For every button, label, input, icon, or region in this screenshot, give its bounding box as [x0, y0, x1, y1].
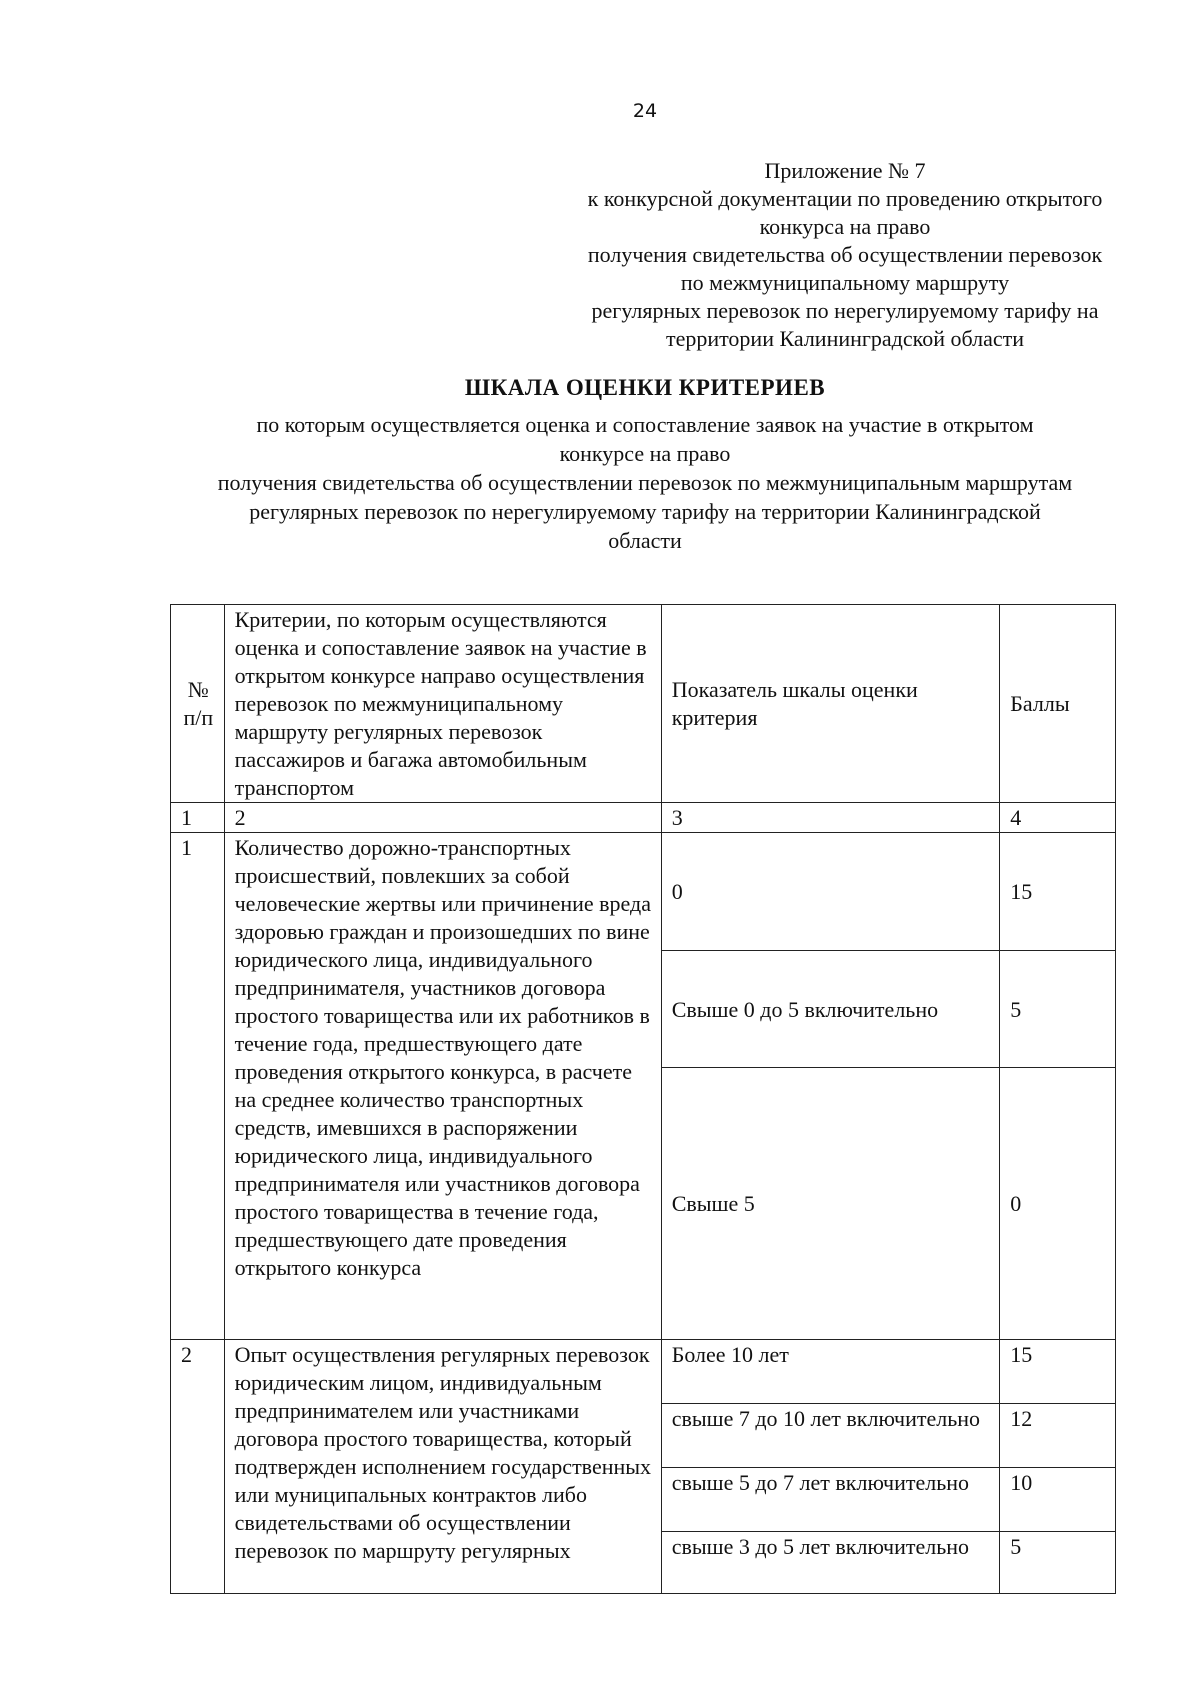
subtitle-line: регулярных перевозок по нерегулируемому тарифу на территории Калининградской	[249, 499, 1041, 524]
appendix-line: конкурса на право	[759, 214, 931, 239]
row-indicator: Свыше 5	[661, 1068, 1000, 1340]
col-number: 4	[1000, 803, 1116, 833]
row-points: 10	[1000, 1468, 1116, 1532]
subtitle-line: получения свидетельства об осуществлении перевозок по межмуниципальным маршрутам	[217, 470, 1073, 495]
subtitle-line: по которым осуществляется оценка и сопоставление заявок на участие в открытом	[256, 412, 1034, 437]
row-indicator: Свыше 0 до 5 включительно	[661, 951, 1000, 1068]
appendix-line: получения свидетельства об осуществлении перевозок	[587, 242, 1103, 267]
row-indicator: свыше 7 до 10 лет включительно	[661, 1404, 1000, 1468]
row-indicator: свыше 3 до 5 лет включительно	[661, 1532, 1000, 1594]
subtitle-line: конкурсе на право	[559, 441, 731, 466]
row-points: 5	[1000, 951, 1116, 1068]
row-num: 1	[171, 833, 225, 1340]
page-number: 24	[632, 100, 658, 122]
col-number: 3	[661, 803, 1000, 833]
row-points: 15	[1000, 833, 1116, 951]
row-criteria: Опыт осуществления регулярных перевозок юридическим лицом, индивидуальным предпринимателем или участниками договора простого товарищества, который подтвержден исполнением государственных или муниципальных контрактов либо свидетельствами об осуществлении перевозок по маршруту регулярных	[224, 1340, 661, 1594]
row-indicator: свыше 5 до 7 лет включительно	[661, 1468, 1000, 1532]
col-number: 1	[171, 803, 225, 833]
appendix-line: Приложение № 7	[764, 158, 926, 183]
appendix-line: к конкурсной документации по проведению открытого	[587, 186, 1103, 211]
document-subtitle	[170, 410, 1120, 555]
header-criteria: Критерии, по которым осуществляются оценка и сопоставление заявок на участие в открытом конкурсе направо осуществления перевозок по межмуниципальному маршруту регулярных перевозок пассажиров и багажа автомобильным транспортом	[224, 605, 661, 803]
column-number-row	[171, 803, 1116, 833]
header-indicator: Показатель шкалы оценки критерия	[661, 605, 1000, 803]
appendix-header	[535, 157, 1155, 353]
row-points: 12	[1000, 1404, 1116, 1468]
row-points: 15	[1000, 1340, 1116, 1404]
row-indicator: 0	[661, 833, 1000, 951]
appendix-line: территории Калининградской области	[665, 326, 1025, 351]
document-title: ШКАЛА ОЦЕНКИ КРИТЕРИЕВ	[464, 375, 826, 400]
appendix-line: по межмуниципальному маршруту	[680, 270, 1010, 295]
appendix-line: регулярных перевозок по нерегулируемому тарифу на	[591, 298, 1099, 323]
header-num: № п/п	[171, 605, 225, 803]
header-points: Баллы	[1000, 605, 1116, 803]
col-number: 2	[224, 803, 661, 833]
table-row	[171, 1340, 1116, 1404]
row-criteria: Количество дорожно-транспортных происшествий, повлекших за собой человеческие жертвы или причинение вреда здоровью граждан и произошедших по вине юридического лица, индивидуального предпринимателя, участников договора простого товарищества или их работников в течение года, предшествующего дате проведения открытого конкурса, в расчете на среднее количество транспортных средств, имевшихся в распоряжении юридического лица, индивидуального предпринимателя или участников договора простого товарищества в течение года, предшествующего дате проведения открытого конкурса	[224, 833, 661, 1340]
subtitle-line: области	[608, 528, 682, 553]
row-num: 2	[171, 1340, 225, 1594]
row-points: 0	[1000, 1068, 1116, 1340]
table-header-row	[171, 605, 1116, 803]
table-row	[171, 833, 1116, 951]
criteria-table	[170, 604, 1116, 1594]
row-points: 5	[1000, 1532, 1116, 1594]
row-indicator: Более 10 лет	[661, 1340, 1000, 1404]
